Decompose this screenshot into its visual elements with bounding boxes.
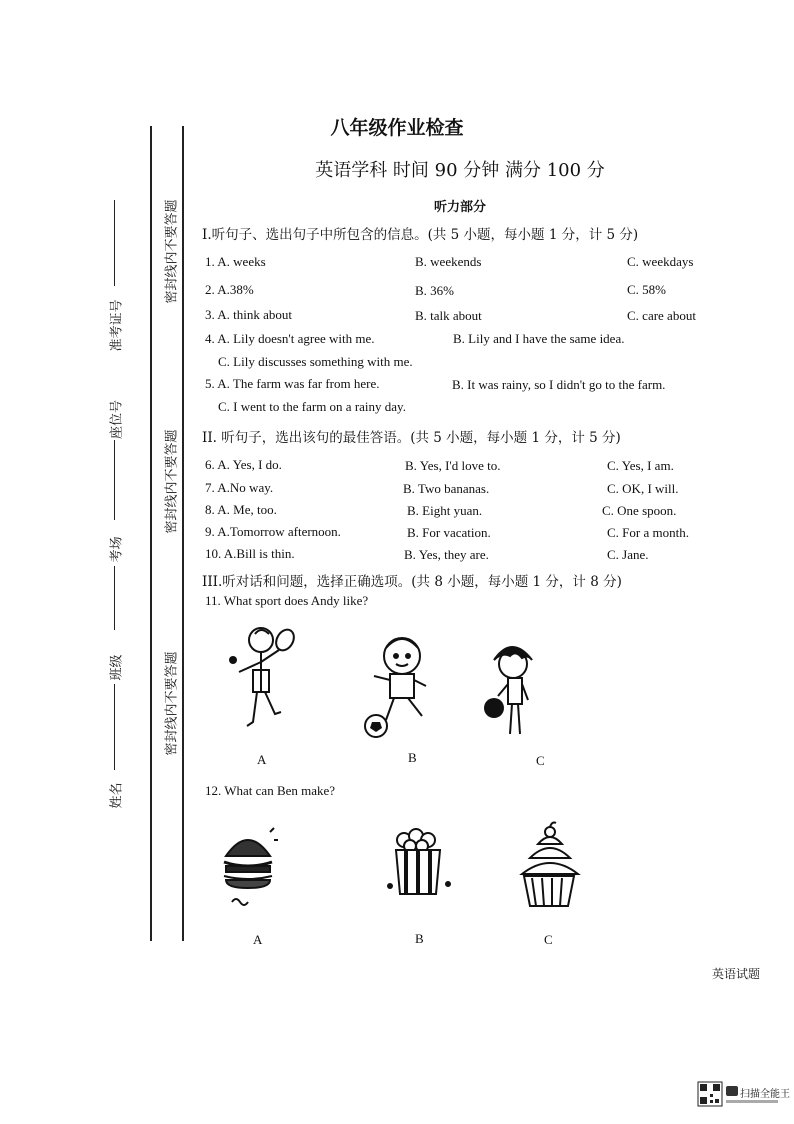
q4-option-c: C. Lily discusses something with me.	[218, 354, 413, 369]
section-1-heading: I.听句子、选出句子中所包含的信息。(共 5 小题，每小题 1 分，计 5 分)	[202, 227, 639, 243]
q11-label-b: B	[408, 750, 417, 765]
tennis-player-picture	[225, 620, 305, 740]
q3-option-b: B. talk about	[415, 308, 482, 323]
exam-room-field[interactable]	[114, 566, 115, 630]
q7-option-c: C. OK, I will.	[607, 481, 679, 496]
seal-notice: 密封线内不要答题	[164, 199, 180, 304]
popcorn-picture	[384, 828, 454, 898]
q6-option-b: B. Yes, I'd love to.	[405, 458, 501, 473]
section-3-heading: III.听对话和问题，选择正确选项。(共 8 小题，每小题 1 分，计 8 分)	[202, 574, 622, 590]
binding-line-left	[150, 126, 152, 941]
q2-option-b: B. 36%	[415, 283, 454, 298]
q2-option-a: 2. A.38%	[205, 282, 254, 297]
q12-label-b: B	[415, 931, 424, 946]
soccer-player-picture	[362, 630, 432, 740]
q6-option-a: 6. A. Yes, I do.	[205, 457, 282, 472]
subject-footer: 英语试题	[712, 967, 761, 981]
name-label: 姓名	[109, 782, 125, 809]
q9-option-c: C. For a month.	[607, 525, 689, 540]
q10-option-a: 10. A.Bill is thin.	[205, 546, 295, 561]
q3-option-c: C. care about	[627, 308, 696, 323]
part-heading: 听力部分	[433, 200, 486, 215]
q8-option-c: C. One spoon.	[602, 503, 677, 518]
q9-option-b: B. For vacation.	[407, 525, 491, 540]
class-label: 班级	[109, 654, 125, 681]
page-title: 八年级作业检查	[330, 117, 464, 139]
binding-line-right	[182, 126, 184, 941]
q4-option-b: B. Lily and I have the same idea.	[453, 331, 625, 346]
q9-option-a: 9. A.Tomorrow afternoon.	[205, 524, 341, 539]
section-2-heading: II. 听句子，选出该句的最佳答语。(共 5 小题，每小题 1 分，计 5 分)	[202, 430, 621, 446]
qr-code-icon	[698, 1082, 722, 1106]
scanner-logo-icon	[726, 1086, 738, 1096]
q10-option-c: C. Jane.	[607, 547, 649, 562]
q11-label-c: C	[536, 753, 545, 768]
q10-option-b: B. Yes, they are.	[404, 547, 489, 562]
q1-option-b: B. weekends	[415, 254, 482, 269]
q3-option-a: 3. A. think about	[205, 307, 293, 322]
cupcake-picture	[518, 822, 580, 912]
seal-notice: 密封线内不要答题	[164, 429, 180, 534]
q12-label-c: C	[544, 932, 553, 947]
q11-question: 11. What sport does Andy like?	[205, 593, 369, 608]
q7-option-b: B. Two bananas.	[403, 481, 490, 496]
hamburger-picture	[218, 826, 278, 906]
q4-option-a: 4. A. Lily doesn't agree with me.	[205, 331, 375, 346]
q12-label-a: A	[253, 932, 263, 947]
q5-option-a: 5. A. The farm was far from here.	[205, 376, 380, 391]
exam-room-label: 考场	[109, 536, 125, 563]
q5-option-c: C. I went to the farm on a rainy day.	[218, 399, 406, 414]
q8-option-a: 8. A. Me, too.	[205, 502, 277, 517]
exam-number-label: 准考证号	[109, 299, 125, 352]
exam-number-field[interactable]	[114, 200, 115, 286]
q1-option-a: 1. A. weeks	[205, 254, 266, 269]
exam-subtitle: 英语学科 时间 90 分钟 满分 100 分	[315, 160, 605, 181]
q7-option-a: 7. A.No way.	[205, 480, 274, 495]
q12-question: 12. What can Ben make?	[205, 783, 336, 798]
q5-option-b: B. It was rainy, so I didn't go to the farm.	[452, 377, 666, 392]
q1-option-c: C. weekdays	[627, 254, 694, 269]
seat-number-label: 座位号	[109, 400, 125, 440]
q6-option-c: C. Yes, I am.	[607, 458, 674, 473]
watermark-url-line	[726, 1100, 778, 1103]
basketball-player-picture	[484, 638, 544, 748]
q8-option-b: B. Eight yuan.	[407, 503, 483, 518]
scanner-watermark: 扫描全能王	[740, 1089, 790, 1100]
q11-label-a: A	[257, 752, 267, 767]
seal-notice: 密封线内不要答题	[164, 651, 180, 756]
q2-option-c: C. 58%	[627, 282, 666, 297]
